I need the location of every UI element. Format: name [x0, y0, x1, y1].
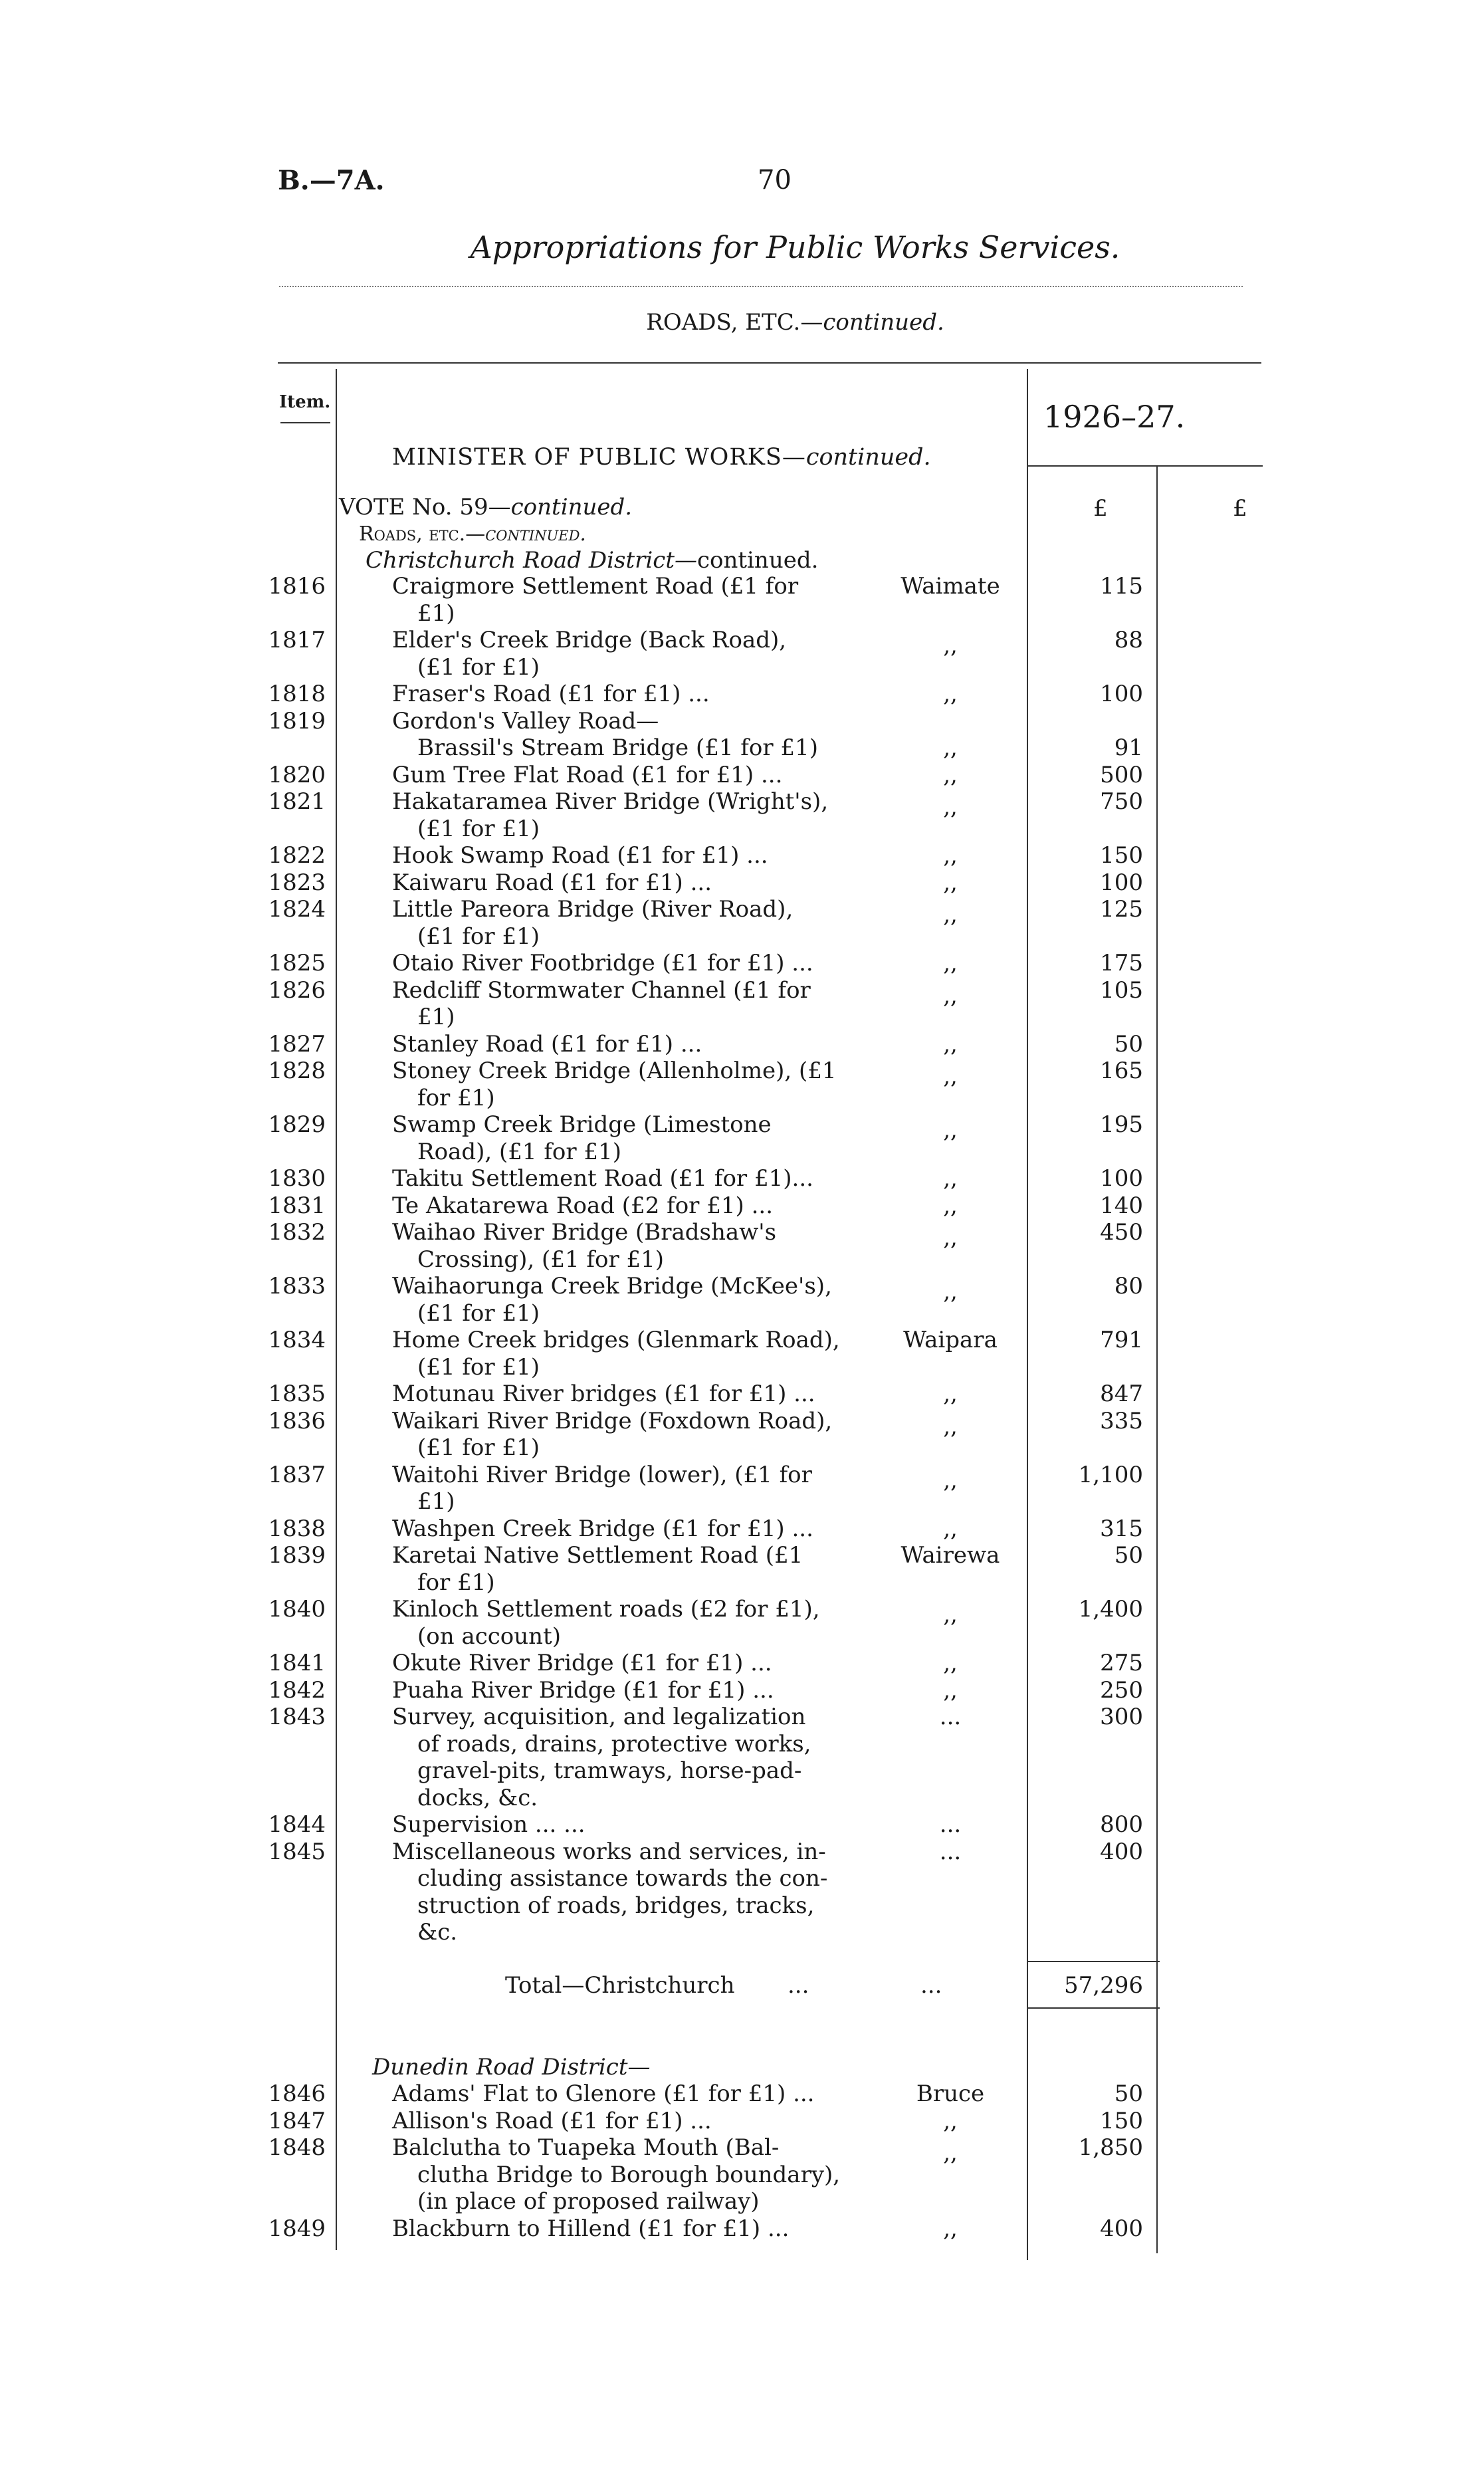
- total-dots: ...: [788, 1972, 809, 1999]
- item-description: struction of roads, bridges, tracks,: [417, 1892, 815, 1919]
- item-description: Redcliff Stormwater Channel (£1 for: [392, 976, 811, 1004]
- total-value: 57,296: [1064, 1972, 1143, 1999]
- vote-heading-continued: continued.: [510, 494, 633, 520]
- district-name: ,,: [943, 2140, 958, 2166]
- amount: 300: [1100, 1704, 1143, 1730]
- item-number: 1837: [268, 1461, 326, 1488]
- page-title: Appropriations for Public Works Services.: [470, 229, 1120, 265]
- currency-symbol-2: £: [1233, 495, 1247, 522]
- item-description: Blackburn to Hillend (£1 for £1) ...: [392, 2215, 790, 2242]
- amount: 150: [1100, 2107, 1143, 2134]
- item-description: Little Pareora Bridge (River Road),: [392, 896, 794, 923]
- district-name: Wairewa: [901, 1542, 1000, 1569]
- amount: 335: [1100, 1407, 1143, 1434]
- district-name: ,,: [943, 901, 958, 928]
- district-name: ,,: [943, 1030, 958, 1058]
- item-description: Washpen Creek Bridge (£1 for £1) ...: [392, 1515, 813, 1542]
- amount: 800: [1100, 1811, 1143, 1838]
- district-name: ,,: [943, 681, 958, 707]
- item-description: Stoney Creek Bridge (Allenholme), (£1: [392, 1058, 837, 1084]
- item-number: 1831: [268, 1192, 326, 1219]
- item-description: &c.: [417, 1919, 458, 1946]
- section-heading-text: ROADS, ETC.—: [646, 309, 823, 336]
- amount: 750: [1100, 788, 1143, 815]
- item-description: (£1 for £1): [417, 653, 540, 681]
- item-number: 1847: [268, 2107, 326, 2134]
- item-number: 1842: [268, 1676, 326, 1704]
- item-description: £1): [417, 600, 455, 627]
- item-description: (£1 for £1): [417, 923, 540, 950]
- item-description: £1): [417, 1488, 455, 1515]
- district-name: ,,: [943, 1224, 958, 1251]
- district-name: ,,: [943, 1466, 958, 1494]
- item-description: Elder's Creek Bridge (Back Road),: [392, 627, 787, 653]
- currency-symbol-1: £: [1093, 495, 1108, 522]
- district-name: ,,: [943, 632, 958, 659]
- item-description: Waihao River Bridge (Bradshaw's: [392, 1219, 777, 1246]
- item-number: 1832: [268, 1219, 326, 1246]
- roads-subheading-text: Roads, etc.—: [359, 522, 486, 546]
- item-number: 1833: [268, 1273, 326, 1299]
- item-description: Kinloch Settlement roads (£2 for £1),: [392, 1596, 820, 1623]
- item-description: (in place of proposed railway): [417, 2188, 760, 2215]
- district-name: ...: [939, 1811, 962, 1838]
- page-number: 70: [758, 165, 792, 195]
- district-name: ...: [939, 1838, 962, 1865]
- amount: 125: [1100, 896, 1143, 923]
- item-description: Survey, acquisition, and legalization: [392, 1704, 806, 1730]
- district-name: ,,: [943, 1676, 958, 1704]
- item-description: Waihaorunga Creek Bridge (McKee's),: [392, 1273, 832, 1299]
- item-number: 1849: [268, 2215, 326, 2242]
- item-number: 1840: [268, 1596, 326, 1623]
- district-name: Waimate: [901, 573, 1000, 600]
- item-description: Motunau River bridges (£1 for £1) ...: [392, 1381, 815, 1407]
- minister-heading: [392, 444, 931, 471]
- district-name: ...: [939, 1704, 962, 1730]
- district-name: ,,: [943, 2215, 958, 2242]
- item-column-label: Item.: [279, 392, 331, 412]
- item-description: Balclutha to Tuapeka Mouth (Bal-: [392, 2134, 780, 2161]
- amount: 400: [1100, 1838, 1143, 1865]
- amount: 250: [1100, 1676, 1143, 1704]
- amount: 50: [1114, 2080, 1143, 2107]
- year-heading: 1926–27.: [1043, 399, 1186, 435]
- minister-heading-text: MINISTER OF PUBLIC WORKS—: [392, 444, 806, 471]
- item-number: 1848: [268, 2134, 326, 2161]
- district-name: ,,: [943, 1117, 958, 1143]
- district-name: ,,: [943, 1412, 958, 1440]
- minister-heading-continued: continued.: [805, 444, 931, 471]
- amount: 100: [1100, 869, 1143, 896]
- item-number: 1844: [268, 1811, 326, 1838]
- total-dots-2: ...: [920, 1972, 942, 1999]
- item-description: Otaio River Footbridge (£1 for £1) ...: [392, 950, 813, 976]
- item-description: (£1 for £1): [417, 1353, 540, 1381]
- amount: 88: [1114, 627, 1143, 653]
- item-description: Waikari River Bridge (Foxdown Road),: [392, 1407, 833, 1434]
- district-name: ,,: [943, 761, 958, 788]
- item-number: 1822: [268, 842, 326, 869]
- item-number: 1843: [268, 1704, 326, 1730]
- item-number: 1839: [268, 1542, 326, 1569]
- item-description: Fraser's Road (£1 for £1) ...: [392, 681, 710, 707]
- item-description: Karetai Native Settlement Road (£1: [392, 1542, 803, 1569]
- district-name: ,,: [943, 982, 958, 1009]
- item-number: 1845: [268, 1838, 326, 1865]
- item-number: 1834: [268, 1327, 326, 1353]
- amount: 91: [1114, 734, 1143, 761]
- district-heading-text: Christchurch Road District—: [366, 547, 697, 574]
- item-description: Swamp Creek Bridge (Limestone: [392, 1111, 772, 1138]
- amount: 791: [1100, 1327, 1143, 1353]
- item-description: Gum Tree Flat Road (£1 for £1) ...: [392, 761, 783, 788]
- amount: 175: [1100, 950, 1143, 976]
- total-bottom-rule: [1027, 2007, 1160, 2009]
- item-description: Home Creek bridges (Glenmark Road),: [392, 1327, 840, 1353]
- item-description: Hakataramea River Bridge (Wright's),: [392, 788, 829, 815]
- district-name: ,,: [943, 1278, 958, 1305]
- total-label: Total—Christchurch: [505, 1972, 735, 1999]
- district-name: ,,: [943, 1063, 958, 1089]
- item-description: (£1 for £1): [417, 1299, 540, 1327]
- item-description: docks, &c.: [417, 1784, 538, 1811]
- amount: 450: [1100, 1219, 1143, 1246]
- amount: 140: [1100, 1192, 1143, 1219]
- amount: 100: [1100, 1165, 1143, 1192]
- item-description: £1): [417, 1004, 455, 1030]
- item-description: clutha Bridge to Borough boundary),: [417, 2161, 841, 2188]
- item-number: 1817: [268, 627, 326, 653]
- amount: 400: [1100, 2215, 1143, 2242]
- district-name: ,,: [943, 1381, 958, 1407]
- amount: 500: [1100, 761, 1143, 788]
- section-heading-continued: continued.: [823, 309, 944, 336]
- district-name: ,,: [943, 1165, 958, 1192]
- dunedin-district-heading: Dunedin Road District—: [372, 2054, 651, 2080]
- vote-heading-text: VOTE No. 59—: [339, 494, 511, 520]
- item-number: 1819: [268, 707, 326, 734]
- district-heading: [366, 547, 818, 574]
- amount: 150: [1100, 842, 1143, 869]
- district-name: ,,: [943, 794, 958, 820]
- item-number: 1841: [268, 1650, 326, 1676]
- district-name: ,,: [943, 2107, 958, 2134]
- item-number: 1830: [268, 1165, 326, 1192]
- district-heading-continued: continued.: [696, 547, 819, 574]
- amount: 847: [1100, 1381, 1143, 1407]
- section-heading: [0, 309, 1484, 336]
- amount: 80: [1114, 1273, 1143, 1299]
- item-number: 1846: [268, 2080, 326, 2107]
- district-name: Bruce: [916, 2080, 985, 2107]
- amount: 105: [1100, 976, 1143, 1004]
- amount: 195: [1100, 1111, 1143, 1138]
- amount: 1,100: [1078, 1461, 1143, 1488]
- document-code: B.—7A.: [278, 165, 385, 196]
- item-description: Stanley Road (£1 for £1) ...: [392, 1030, 702, 1058]
- item-number: 1823: [268, 869, 326, 896]
- item-number: 1835: [268, 1381, 326, 1407]
- item-number: 1827: [268, 1030, 326, 1058]
- amount: 100: [1100, 681, 1143, 707]
- amount: 1,850: [1078, 2134, 1143, 2161]
- item-description: gravel-pits, tramways, horse-pad-: [417, 1757, 802, 1784]
- item-description: Okute River Bridge (£1 for £1) ...: [392, 1650, 772, 1676]
- item-description: Supervision ... ...: [392, 1811, 585, 1838]
- district-name: ,,: [943, 842, 958, 869]
- item-description: (£1 for £1): [417, 1434, 540, 1461]
- year-underline: [1027, 465, 1263, 467]
- item-number: 1825: [268, 950, 326, 976]
- item-number: 1821: [268, 788, 326, 815]
- item-description: cluding assistance towards the con-: [417, 1865, 828, 1892]
- amount-column-divider: [1027, 369, 1028, 2260]
- amount: 1,400: [1078, 1596, 1143, 1623]
- item-description: for £1): [417, 1569, 495, 1596]
- district-name: Waipara: [903, 1327, 998, 1353]
- district-name: ,,: [943, 1650, 958, 1676]
- item-description: Waitohi River Bridge (lower), (£1 for: [392, 1461, 812, 1488]
- district-name: ,,: [943, 950, 958, 976]
- item-description: Road), (£1 for £1): [417, 1138, 621, 1165]
- district-name: ,,: [943, 1515, 958, 1542]
- item-description: (£1 for £1): [417, 815, 540, 842]
- item-description: Craigmore Settlement Road (£1 for: [392, 573, 799, 600]
- district-name: ,,: [943, 734, 958, 761]
- item-description: Adams' Flat to Glenore (£1 for £1) ...: [392, 2080, 815, 2107]
- item-description: Miscellaneous works and services, in-: [392, 1838, 826, 1865]
- item-number: 1818: [268, 681, 326, 707]
- item-description: Allison's Road (£1 for £1) ...: [392, 2107, 712, 2134]
- total-top-rule: [1027, 1961, 1160, 1962]
- amount: 50: [1114, 1030, 1143, 1058]
- item-number: 1838: [268, 1515, 326, 1542]
- item-description: for £1): [417, 1084, 495, 1111]
- amount: 115: [1100, 573, 1143, 600]
- item-number: 1820: [268, 761, 326, 788]
- item-number: 1826: [268, 976, 326, 1004]
- item-number: 1824: [268, 896, 326, 923]
- item-number: 1816: [268, 573, 326, 600]
- subtotal-column-divider: [1156, 465, 1158, 2253]
- vote-heading: [339, 494, 632, 520]
- item-column-underline: [280, 422, 330, 423]
- item-description: Te Akatarewa Road (£2 for £1) ...: [392, 1192, 774, 1219]
- amount: 275: [1100, 1650, 1143, 1676]
- amount: 50: [1114, 1542, 1143, 1569]
- amount: 165: [1100, 1058, 1143, 1084]
- item-column-divider: [336, 369, 337, 2250]
- item-number: 1836: [268, 1407, 326, 1434]
- item-description: Crossing), (£1 for £1): [417, 1246, 665, 1273]
- roads-subheading: [359, 522, 586, 546]
- item-description: Hook Swamp Road (£1 for £1) ...: [392, 842, 768, 869]
- district-name: ,,: [943, 1192, 958, 1219]
- item-description: of roads, drains, protective works,: [417, 1730, 811, 1757]
- item-number: 1828: [268, 1058, 326, 1084]
- district-name: ,,: [943, 869, 958, 896]
- item-description: Takitu Settlement Road (£1 for £1)...: [392, 1165, 813, 1192]
- dotted-divider: [279, 286, 1243, 287]
- table-top-rule: [278, 362, 1261, 364]
- item-description: (on account): [417, 1623, 561, 1650]
- district-name: ,,: [943, 1601, 958, 1628]
- item-description: Kaiwaru Road (£1 for £1) ...: [392, 869, 712, 896]
- item-description: Puaha River Bridge (£1 for £1) ...: [392, 1676, 774, 1704]
- roads-subheading-continued: continued.: [485, 522, 586, 546]
- item-description: Brassil's Stream Bridge (£1 for £1): [417, 734, 818, 761]
- amount: 315: [1100, 1515, 1143, 1542]
- item-number: 1829: [268, 1111, 326, 1138]
- item-description: Gordon's Valley Road—: [392, 707, 659, 734]
